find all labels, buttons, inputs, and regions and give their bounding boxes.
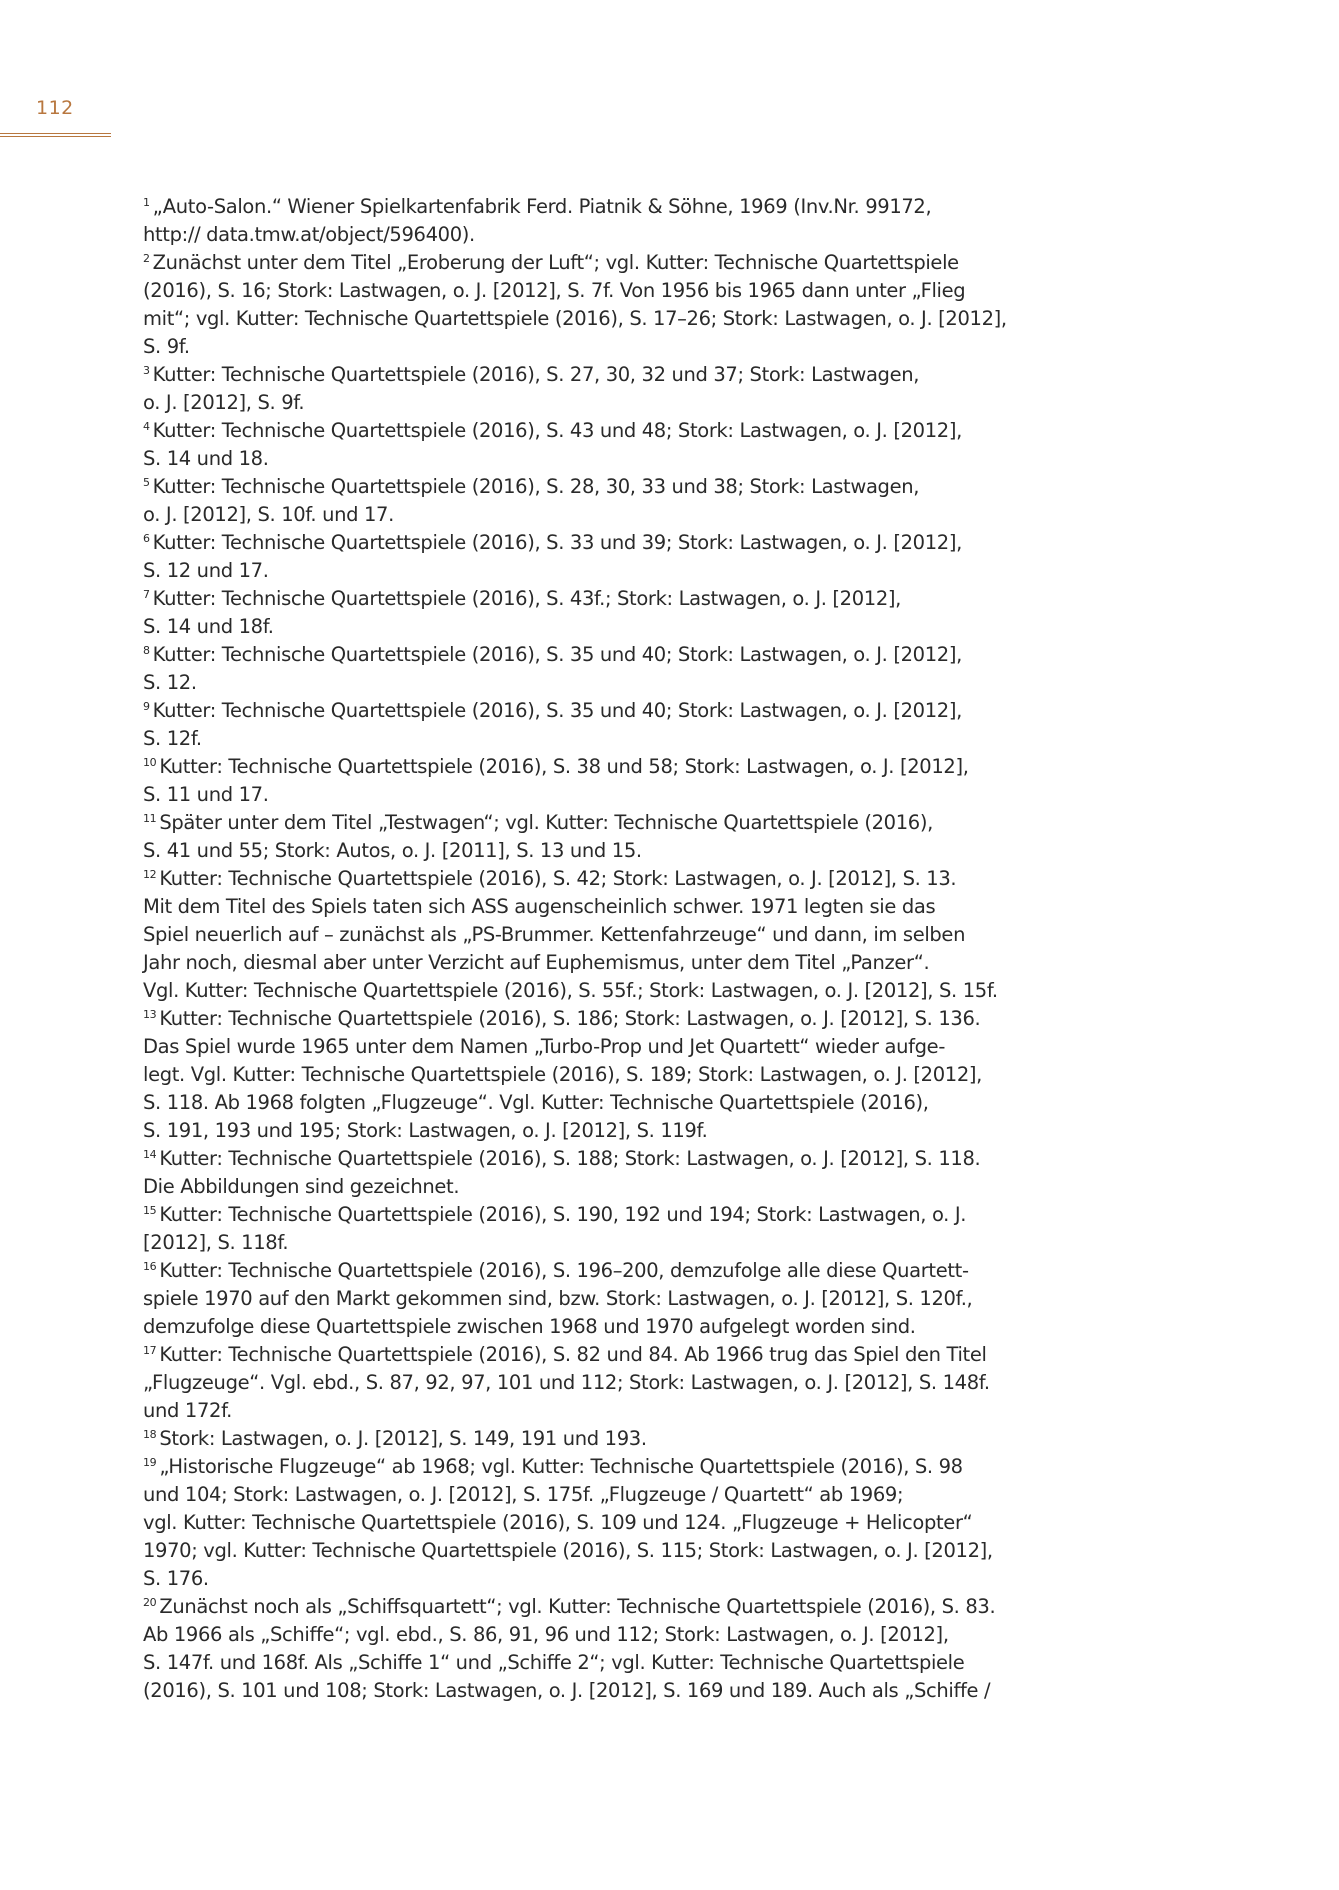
footnote-line <box>143 1089 1043 1117</box>
footnote-line <box>143 1341 1043 1369</box>
footnote-marker: 5 <box>143 476 150 489</box>
footnote-marker: 18 <box>143 1428 157 1441</box>
footnote-line <box>143 1425 1043 1453</box>
footnote-text: spiele 1970 auf den Markt gekommen sind, bzw. Stork: Lastwagen, o. J. [2012], S. 120f., <box>143 1287 973 1310</box>
footnote-line <box>143 501 1043 529</box>
footnote-line <box>143 865 1043 893</box>
footnote-marker: 16 <box>143 1260 157 1273</box>
footnote-text: und 104; Stork: Lastwagen, o. J. [2012], S. 175f. „Flugzeuge / Quartett“ ab 1969; <box>143 1483 904 1506</box>
footnote-marker: 10 <box>143 756 157 769</box>
footnote-line <box>143 641 1043 669</box>
footnote-text: S. 14 und 18f. <box>143 615 274 638</box>
footnote-line <box>143 1033 1043 1061</box>
footnote-text: mit“; vgl. Kutter: Technische Quartettspiele (2016), S. 17–26; Stork: Lastwagen, o. J. [2012], <box>143 307 1007 330</box>
footnote-line <box>143 977 1043 1005</box>
footnote-line <box>143 277 1043 305</box>
footnote-line <box>143 669 1043 697</box>
footnote-text: Kutter: Technische Quartettspiele (2016), S. 33 und 39; Stork: Lastwagen, o. J. [2012], <box>152 531 962 554</box>
footnote-text: Kutter: Technische Quartettspiele (2016), S. 196–200, demzufolge alle diese Quartett- <box>159 1259 969 1282</box>
footnote-20 <box>143 1593 1043 1705</box>
footnote-text: Das Spiel wurde 1965 unter dem Namen „Turbo-Prop und Jet Quartett“ wieder aufge- <box>143 1035 946 1058</box>
footnote-line <box>143 1453 1043 1481</box>
footnote-text: Stork: Lastwagen, o. J. [2012], S. 149, 191 und 193. <box>159 1427 647 1450</box>
footnote-text: Kutter: Technische Quartettspiele (2016), S. 43f.; Stork: Lastwagen, o. J. [2012], <box>152 587 902 610</box>
footnote-text: „Auto-Salon.“ Wiener Spielkartenfabrik Ferd. Piatnik & Söhne, 1969 (Inv.Nr. 99172, <box>152 195 932 218</box>
footnote-line <box>143 1005 1043 1033</box>
footnote-line <box>143 893 1043 921</box>
footnote-19 <box>143 1453 1043 1593</box>
footnote-text: demzufolge diese Quartettspiele zwischen 1968 und 1970 aufgelegt worden sind. <box>143 1315 916 1338</box>
footnote-marker: 13 <box>143 1008 157 1021</box>
footnote-line <box>143 697 1043 725</box>
footnote-marker: 4 <box>143 420 150 433</box>
footnotes-block <box>143 193 1043 1705</box>
footnote-line <box>143 781 1043 809</box>
footnote-line <box>143 1649 1043 1677</box>
footnote-line <box>143 1229 1043 1257</box>
footnote-line <box>143 417 1043 445</box>
footnote-text: Kutter: Technische Quartettspiele (2016), S. 82 und 84. Ab 1966 trug das Spiel den Titel <box>159 1343 987 1366</box>
footnote-line <box>143 1369 1043 1397</box>
footnote-text: o. J. [2012], S. 9f. <box>143 391 305 414</box>
page-rule <box>0 133 111 134</box>
footnote-12 <box>143 865 1043 1005</box>
footnote-text: S. 12f. <box>143 727 202 750</box>
footnote-text: (2016), S. 16; Stork: Lastwagen, o. J. [2012], S. 7f. Von 1956 bis 1965 dann unter „Flieg <box>143 279 966 302</box>
footnote-text: Kutter: Technische Quartettspiele (2016), S. 186; Stork: Lastwagen, o. J. [2012], S. 136. <box>159 1007 981 1030</box>
footnote-line <box>143 725 1043 753</box>
footnote-line <box>143 1173 1043 1201</box>
footnote-3 <box>143 361 1043 417</box>
footnote-text: o. J. [2012], S. 10f. und 17. <box>143 503 394 526</box>
footnote-marker: 8 <box>143 644 150 657</box>
footnote-line <box>143 1481 1043 1509</box>
footnote-line <box>143 221 1043 249</box>
footnote-line <box>143 1593 1043 1621</box>
footnote-5 <box>143 473 1043 529</box>
footnote-text: Später unter dem Titel „Testwagen“; vgl. Kutter: Technische Quartettspiele (2016), <box>159 811 933 834</box>
footnote-line <box>143 1117 1043 1145</box>
footnote-marker: 7 <box>143 588 150 601</box>
footnote-line <box>143 1257 1043 1285</box>
footnote-text: 1970; vgl. Kutter: Technische Quartettspiele (2016), S. 115; Stork: Lastwagen, o. J. [2012], <box>143 1539 993 1562</box>
footnote-text: legt. Vgl. Kutter: Technische Quartettspiele (2016), S. 189; Stork: Lastwagen, o. J. [2012], <box>143 1063 982 1086</box>
footnote-line <box>143 1285 1043 1313</box>
footnote-9 <box>143 697 1043 753</box>
footnote-text: S. 191, 193 und 195; Stork: Lastwagen, o. J. [2012], S. 119f. <box>143 1119 708 1142</box>
footnote-line <box>143 1061 1043 1089</box>
footnote-line <box>143 529 1043 557</box>
footnote-line <box>143 1397 1043 1425</box>
footnote-text: Vgl. Kutter: Technische Quartettspiele (2016), S. 55f.; Stork: Lastwagen, o. J. [2012], S. 15f. <box>143 979 998 1002</box>
footnote-line <box>143 361 1043 389</box>
footnote-line <box>143 753 1043 781</box>
footnote-text: und 172f. <box>143 1399 233 1422</box>
footnote-4 <box>143 417 1043 473</box>
footnote-text: Zunächst noch als „Schiffsquartett“; vgl. Kutter: Technische Quartettspiele (2016), S. 83. <box>159 1595 996 1618</box>
footnote-line <box>143 1537 1043 1565</box>
footnote-text: S. 41 und 55; Stork: Autos, o. J. [2011], S. 13 und 15. <box>143 839 642 862</box>
footnote-marker: 3 <box>143 364 150 377</box>
footnote-text: S. 118. Ab 1968 folgten „Flugzeuge“. Vgl. Kutter: Technische Quartettspiele (2016), <box>143 1091 929 1114</box>
footnote-14 <box>143 1145 1043 1201</box>
footnote-line <box>143 389 1043 417</box>
footnote-text: „Flugzeuge“. Vgl. ebd., S. 87, 92, 97, 101 und 112; Stork: Lastwagen, o. J. [2012], S. 148f. <box>143 1371 990 1394</box>
footnote-17 <box>143 1341 1043 1425</box>
footnote-line <box>143 809 1043 837</box>
footnote-6 <box>143 529 1043 585</box>
footnote-text: S. 14 und 18. <box>143 447 269 470</box>
page-number: 112 <box>36 97 74 119</box>
footnote-line <box>143 333 1043 361</box>
footnote-line <box>143 921 1043 949</box>
footnote-line <box>143 1313 1043 1341</box>
footnote-line <box>143 1565 1043 1593</box>
footnote-text: Ab 1966 als „Schiffe“; vgl. ebd., S. 86, 91, 96 und 112; Stork: Lastwagen, o. J. [2012], <box>143 1623 949 1646</box>
footnote-text: Zunächst unter dem Titel „Eroberung der Luft“; vgl. Kutter: Technische Quartettspiele <box>152 251 959 274</box>
footnote-marker: 11 <box>143 812 157 825</box>
footnote-text: Spiel neuerlich auf – zunächst als „PS-Brummer. Kettenfahrzeuge“ und dann, im selben <box>143 923 966 946</box>
footnote-13 <box>143 1005 1043 1145</box>
footnote-text: S. 147f. und 168f. Als „Schiffe 1“ und „Schiffe 2“; vgl. Kutter: Technische Quartettspiele <box>143 1651 965 1674</box>
footnote-text: Kutter: Technische Quartettspiele (2016), S. 28, 30, 33 und 38; Stork: Lastwagen, <box>152 475 920 498</box>
footnote-text: http:// data.tmw.at/object/596400). <box>143 223 475 246</box>
footnote-1 <box>143 193 1043 249</box>
footnote-marker: 12 <box>143 868 157 881</box>
footnote-text: S. 11 und 17. <box>143 783 269 806</box>
footnote-line <box>143 305 1043 333</box>
footnote-line <box>143 193 1043 221</box>
footnote-8 <box>143 641 1043 697</box>
footnote-line <box>143 1201 1043 1229</box>
footnote-text: S. 176. <box>143 1567 209 1590</box>
footnote-marker: 15 <box>143 1204 157 1217</box>
footnote-text: „Historische Flugzeuge“ ab 1968; vgl. Kutter: Technische Quartettspiele (2016), S. 98 <box>159 1455 963 1478</box>
footnote-line <box>143 949 1043 977</box>
footnote-2 <box>143 249 1043 361</box>
footnote-marker: 20 <box>143 1596 157 1609</box>
footnote-18 <box>143 1425 1043 1453</box>
footnote-text: Kutter: Technische Quartettspiele (2016), S. 188; Stork: Lastwagen, o. J. [2012], S. 118. <box>159 1147 981 1170</box>
footnote-text: Kutter: Technische Quartettspiele (2016), S. 27, 30, 32 und 37; Stork: Lastwagen, <box>152 363 920 386</box>
footnote-text: [2012], S. 118f. <box>143 1231 289 1254</box>
footnote-text: S. 12. <box>143 671 197 694</box>
footnote-marker: 19 <box>143 1456 157 1469</box>
page-rule-secondary <box>0 136 111 137</box>
footnote-line <box>143 473 1043 501</box>
footnote-text: Mit dem Titel des Spiels taten sich ASS augenscheinlich schwer. 1971 legten sie das <box>143 895 936 918</box>
footnote-text: Die Abbildungen sind gezeichnet. <box>143 1175 460 1198</box>
footnote-text: S. 12 und 17. <box>143 559 269 582</box>
footnote-text: S. 9f. <box>143 335 190 358</box>
footnote-line <box>143 1145 1043 1173</box>
footnote-10 <box>143 753 1043 809</box>
footnote-text: Kutter: Technische Quartettspiele (2016), S. 43 und 48; Stork: Lastwagen, o. J. [2012], <box>152 419 962 442</box>
footnote-7 <box>143 585 1043 641</box>
footnote-text: Kutter: Technische Quartettspiele (2016), S. 35 und 40; Stork: Lastwagen, o. J. [2012], <box>152 643 962 666</box>
footnote-marker: 6 <box>143 532 150 545</box>
footnote-line <box>143 837 1043 865</box>
footnote-text: Kutter: Technische Quartettspiele (2016), S. 190, 192 und 194; Stork: Lastwagen, o. J. <box>159 1203 967 1226</box>
footnote-text: Kutter: Technische Quartettspiele (2016), S. 35 und 40; Stork: Lastwagen, o. J. [2012], <box>152 699 962 722</box>
footnote-line <box>143 445 1043 473</box>
footnote-16 <box>143 1257 1043 1341</box>
footnote-marker: 14 <box>143 1148 157 1161</box>
footnote-15 <box>143 1201 1043 1257</box>
footnote-marker: 2 <box>143 252 150 265</box>
footnote-line <box>143 1677 1043 1705</box>
footnote-11 <box>143 809 1043 865</box>
footnote-line <box>143 585 1043 613</box>
footnote-text: vgl. Kutter: Technische Quartettspiele (2016), S. 109 und 124. „Flugzeuge + Helicopter“ <box>143 1511 973 1534</box>
footnote-marker: 1 <box>143 196 150 209</box>
footnote-marker: 9 <box>143 700 150 713</box>
footnote-line <box>143 249 1043 277</box>
footnote-line <box>143 613 1043 641</box>
footnote-line <box>143 1509 1043 1537</box>
footnote-line <box>143 557 1043 585</box>
footnote-line <box>143 1621 1043 1649</box>
footnote-text: (2016), S. 101 und 108; Stork: Lastwagen, o. J. [2012], S. 169 und 189. Auch als „Schiffe / <box>143 1679 991 1702</box>
footnote-text: Jahr noch, diesmal aber unter Verzicht auf Euphemismus, unter dem Titel „Panzer“. <box>143 951 930 974</box>
footnote-text: Kutter: Technische Quartettspiele (2016), S. 38 und 58; Stork: Lastwagen, o. J. [2012], <box>159 755 969 778</box>
footnote-text: Kutter: Technische Quartettspiele (2016), S. 42; Stork: Lastwagen, o. J. [2012], S. 13. <box>159 867 957 890</box>
footnote-marker: 17 <box>143 1344 157 1357</box>
